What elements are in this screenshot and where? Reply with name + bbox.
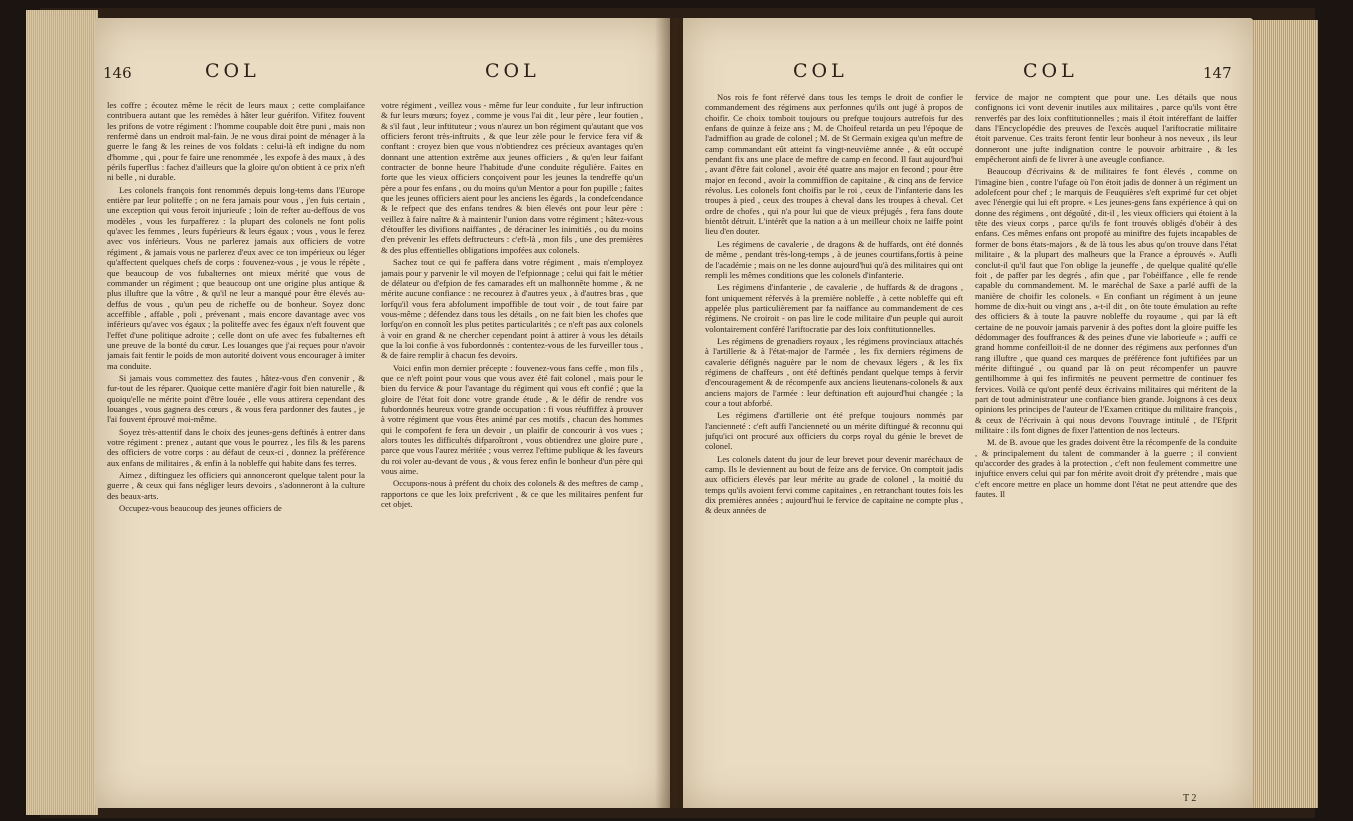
left-header-right: COL bbox=[485, 60, 540, 82]
paragraph: Voici enfin mon dernier précepte : fouvenez-vous fans ceffe , mon fils , que ce n'eft point pour vous que vous avez été fait colonel , mais pour le bien du fervice & pour l'avantage du régiment qui vous eft confié ; que la gloire de l'état foit donc votre grande étude , & le défir de rendre vos fubordonnés heureux votre grande occupation : fi vous réuffiffez à prouver à votre régiment que vous êtes animé par ces motifs , chacun des hommes qui le compofent fe fera un devoir , un plaifir de concourir à vos vues ; alors toutes les difficultés difparoîtront , vous obtiendrez une gloire pure , parce que vous l'aurez méritée ; vous verrez l'eftime publique & les faveurs du roi voler au-devant de vous , & vous ferez enfin le bonheur d'un père qui vous aime. bbox=[381, 362, 643, 477]
paragraph: Soyez très-attentif dans le choix des jeunes-gens deftinés à entrer dans votre régiment : prenez , autant que vous le pourrez , les fils & les parens des officiers de votre corps : au défaut de ceux-ci , donnez la préférence aux enfans de militaires , & enfin à la nobleffe qui habite dans fes terres. bbox=[107, 426, 365, 468]
left-page bbox=[95, 18, 670, 808]
paragraph: Les colonels françois font renommés depuis long-tems dans l'Europe entière par leur politeffe ; on ne fera jamais pour vous , j'en fuis certain , une exception qui vous feroit injurieufe ; loin de refter au-deffous de vos modèles , vous les furpafferez : la plupart des colonels ne font polis qu'avec les femmes , leurs fupérieurs & leurs égaux ; vous , vous le ferez avec vos inférieurs. Vous ne parlerez jamais aux officiers de votre régiment , & jamais vous ne parlerez d'eux avec ce ton impérieux ou léger qu'affectent quelques chefs de corps : fouvenez-vous , je vous le répète , que beaucoup de vos fubalternes ont mieux mérité que vous de commander un régiment ; que beaucoup ont une origine plus antique & plus illuftre que la vôtre , & qu'il ne leur a manqué pour être élevés au-deffus de vous , qu'un peu de richeffe ou de bonheur. Soyez donc acceffible , affable , poli , prévenant , mais encore davantage avec vos inférieurs qu'avec vos égaux ; la politeffe avec fes égaux n'eft fouvent que l'effet d'une politique adroite ; celle dont on ufe avec fes fubalternes eft une preuve de la bonté du cœur. Les louanges que j'ai reçues pour n'avoir jamais fait fentir le poids de mon autorité doivent vous encourager à imiter ma conduite. bbox=[107, 184, 365, 371]
left-column-1 bbox=[107, 100, 365, 800]
paragraph: Sachez tout ce qui fe paffera dans votre régiment , mais n'employez jamais pour y parvenir le vil moyen de l'efpionnage ; celui qui fait le métier de délateur ou d'efpion de fes camarades eft un malhonnête homme , & ne mérite aucune confiance : ne recourez à d'autres yeux , à d'autres bras , que lorfqu'il vous fera abfolument impoffible de tout voir , de tout faire par vous-même ; défendez dans tous les détails , on ne fait bien les chofes que lorfqu'on en connoît les plus petites particularités ; ce n'eft pas aux colonels à voir en grand & ne chercher cependant point à attirer à vous les détails que la loi confie à vos fubordonnés : contentez-vous de les furveiller tous , & de faire remplir à chacun fes devoirs. bbox=[381, 257, 643, 361]
right-column-1 bbox=[705, 92, 963, 792]
paragraph: Occupons-nous à préfent du choix des colonels & des meftres de camp , rapportons ce que les loix prefcrivent , & ce que les militaires penfent fur cet objet. bbox=[381, 478, 643, 510]
right-page-edges bbox=[1248, 20, 1318, 808]
left-page-number: 146 bbox=[103, 64, 132, 82]
right-page-number: 147 bbox=[1203, 64, 1232, 82]
paragraph: Si jamais vous commettez des fautes , hâtez-vous d'en convenir , & fur-tout de les réparer. Quoique cette manière d'agir foit bien naturelle , & quoiqu'elle ne mérite point d'être louée , elle vous attirera cependant des louanges , vous gagnera des cœurs , & vous fera pardonner des fautes , je l'ai fouvent éprouvé moi-même. bbox=[107, 372, 365, 425]
paragraph: fervice de major ne comptent que pour une. Les détails que nous confignons ici vont devenir inutiles aux militaires , parce qu'ils vont être renverfés par des loix conftitutionnelles ; mais il étoit intéreffant de laiffer dans l'Encyclopédie des preuves de l'excès auquel l'ariftocratie militaire étoit parvenue. Ces traits feront fentir leur bonheur à nos neveux , ils leur donneront une jufte indignation contre le pouvoir arbitraire , & les empêcheront ainfi de fe livrer à une aveugle confiance. bbox=[975, 92, 1237, 165]
paragraph: Les régimens de cavalerie , de dragons & de huffards, ont été donnés de même , pendant très-long-temps , à de jeunes courtifans,fortis à peine de l'académie ; mais on ne les donne aujourd'hui qu'à des militaires qui ont rempli les mêmes conditions que les colonels d'infanterie. bbox=[705, 238, 963, 280]
paragraph: Les colonels datent du jour de leur brevet pour devenir maréchaux de camp. Ils le deviennent au bout de feize ans de fervice. On comptoit jadis aux officiers élevés par leur mérite au grade de colonel , la moitié du temps qu'ils avoient fervi comme capitaines , en retranchant toutes fois les dix premières années ; aujourd'hui le fervice de capitaine ne compte plus , & deux années de bbox=[705, 453, 963, 516]
paragraph: Les régimens d'artillerie ont été prefque toujours nommés par l'ancienneté : c'eft auffi l'ancienneté ou un mérite diftingué & reconnu qui jufqu'ici ont procuré aux officiers du corps royal du génie le brevet de colonel. bbox=[705, 410, 963, 452]
paragraph: Beaucoup d'écrivains & de militaires fe font élevés , comme on l'imagine bien , contre l'ufage où l'on étoit jadis de donner à un régiment un adolefcent pour chef ; le marquis de Feuquières s'eft exprimé fur cet objet avec l'énergie qui lui eft propre. « Les jeunes-gens fans expérience à qui on donne des régimens , ont dégoûté , dit-il , les vieux officiers qui étoient à la tête des vieux corps , parce qu'ils fe font trouvés obligés d'obéir à des enfans. Ces mêmes enfans ont propofé au miniftre des fujets incapables de former de bons états-majors , & de là tous les abus qu'on trouve dans l'état militaire , & la plupart des malheurs que la France a éprouvés ». Aufli conclut-il qu'il faut que l'on oblige la jeuneffe , de quelque qualité qu'elle foit , de paffer par les degrés , afin que , par l'obéiffance , elle fe rende capable du commandement. M. le maréchal de Saxe a parlé auffi de la manière de choifir les colonels. « En confiant un régiment à un jeune homme de dix-huit ou vingt ans , a-t-il dit , on ôte toute émulation au refte des officiers & à toute la pauvre nobleffe du royaume , qui par là eft certaine de ne pouvoir jamais parvenir à des poftes dont la gloire puiffe les dédommager des fouffrances & des peines d'une vie laborieufe » ; auffi ce grand homme confeilloit-il de ne donner des régimens aux perfonnes d'un rang illuftre , que quand ces marques de préférence font juftifiées par un mérite diftingué , ou quand par là on peut récompenfer un pauvre gentilhomme à qui fes infirmités ne peuvent permettre de continuer fes fervices. Voilà ce qu'ont penfé deux écrivains militaires qui méritent de la part de tout administrateur une confiance bien grande. Joignons à ces deux opinions les principes de l'auteur de l'Examen critique du militaire françois , & ceux de l'écrivain à qui nous devons l'ouvrage intitulé , de l'Efprit militaire : ils font dignes de fixer l'attention de nos lecteurs. bbox=[975, 166, 1237, 435]
left-header-left: COL bbox=[205, 60, 260, 82]
left-page-edges bbox=[26, 10, 98, 815]
paragraph: M. de B. avoue que les grades doivent être la récompenfe de la conduite , & principalement du talent de commander à la guerre ; il convient qu'accorder des grades à la protection , c'eft non feulement commettre une injuftice envers celui qui par fon mérite avoit droit d'y prétendre , mais que c'eft encore mettre en place un homme dont l'état ne peut attendre que des fautes. Il bbox=[975, 437, 1237, 500]
signature-mark: T 2 bbox=[1183, 793, 1197, 804]
paragraph: Occupez-vous beaucoup des jeunes officiers de bbox=[119, 503, 282, 514]
right-page bbox=[683, 18, 1253, 808]
paragraph: les coffre ; écoutez même le récit de leurs maux ; cette complaifance contribuera autant que les remèdes à hâter leur guérifon. Vifitez fouvent les prifons de votre régiment : l'homme coupable doit être puni , mais non renfermé dans un endroit mal-fain. Je ne vous dirai point de ménager à la guerre le fang & les reines de vos foldats : celui-là eft indigne du nom d'homme , qui , pour fe faire une renommée , les expofe à des maux , à des périls fuperflus : fachez d'ailleurs que la gloire qu'on obtient à ce prix n'eft ni belle , ni durable. bbox=[107, 100, 365, 183]
paragraph: Nos rois fe font réfervé dans tous les temps le droit de confier le commandement des régimens aux perfonnes qu'ils ont jugé à propos de choifir. Ce choix tomboit toujours ou prefque toujours autrefois fur des enfans de quinze à feize ans ; M. de Choifeul retarda un peu l'époque de l'admiffion au grade de colonel ; M. de St Germain exigea qu'un meftre de camp commandant eût atteint fa vingt-neuvième année , & eût occupé pendant fix ans une place de meftre de camp en fecond. Il faut aujourd'hui , avant d'être fait colonel , avoir été quatre ans major en fecond ; pour être major en fecond , avoir la commiffion de capitaine , & cinq ans de fervice révolus. Les colonels font choifis par le roi , ceux de l'infanterie dans les troupes à pied , ceux des troupes à cheval dans les troupes à cheval. Cet ordre de chofes , qui n'a pour lui que de vieux préjugés , fera fans doute bientôt détruit. L'intérêt que la nation a à un meilleur choix ne laiffe point lieu d'en douter. bbox=[705, 92, 963, 237]
paragraph: Les régimens de grenadiers royaux , les régimens provinciaux attachés à l'artillerie & à l'état-major de l'armée , les fix derniers régimens de cavalerie défignés naguère par le nom de chevaux légers , & les fix régimens de chaffeurs , ont été deftinés pendant quelque temps à fervir d'encouragement & de récompenfe aux anciens lieutenans-colonels & aux anciens majors de l'armée : leur deftination eft aujourd'hui changée ; la cour a tout abforbé. bbox=[705, 335, 963, 408]
left-column-2 bbox=[381, 100, 643, 800]
paragraph: Les régimens d'infanterie , de cavalerie , de huffards & de dragons , font uniquement réfervés à la première nobleffe , à cette nobleffe qui eft appelée plus particulièrement par fa naiffance au commandement de ces régimens. Ne croiroit - on pas lire le code militaire d'un peuple qui auroit volontairement conféré l'ariftocratie par des loix conftitutionnelles. bbox=[705, 282, 963, 334]
right-header-left: COL bbox=[793, 60, 848, 82]
right-column-2 bbox=[975, 92, 1237, 792]
right-header-right: COL bbox=[1023, 60, 1078, 82]
paragraph: votre régiment , veillez vous - même fur leur conduite , fur leur inftruction & fur leurs mœurs; foyez , comme je vous l'ai dit , leur père , leur foutien , & s'il faut , leur inftituteur ; vous n'aurez un bon régiment qu'autant que vos officiers feront très-inftruits , & que leur zèle pour le fervice fera vif & conftant : croyez bien que vous n'obtiendrez ces précieux avantages qu'en donnant une attention extrême aux jeunes officiers , & qu'en leur faifant contracter de bonne heure l'habitude d'une conduite régulière. Faites en forte que les vieux officiers conçoivent pour les jeunes la tendreffe qu'un père a pour fes enfans , ou du moins qu'un Mentor a pour fon pupille ; faites que les jeunes officiers aient pour les anciens les égards , la condefcendance & le refpect que des enfans tendres & bien élevés ont pour leur père : veillez à faire naître & à maintenir l'union dans votre régiment ; hâtez-vous d'étouffer les divifions naiffantes , de déraciner les inimitiés , ou du moins d'en prévenir les effets deftructeurs : c'eft-là , mon fils , une des premières & des plus effentielles obligations impofées aux colonels. bbox=[381, 100, 643, 255]
paragraph: Aimez , diftinguez les officiers qui annonceront quelque talent pour la guerre , & ceux qui fans négliger leurs devoirs , s'adonneront à la culture des beaux-arts. bbox=[107, 470, 365, 501]
